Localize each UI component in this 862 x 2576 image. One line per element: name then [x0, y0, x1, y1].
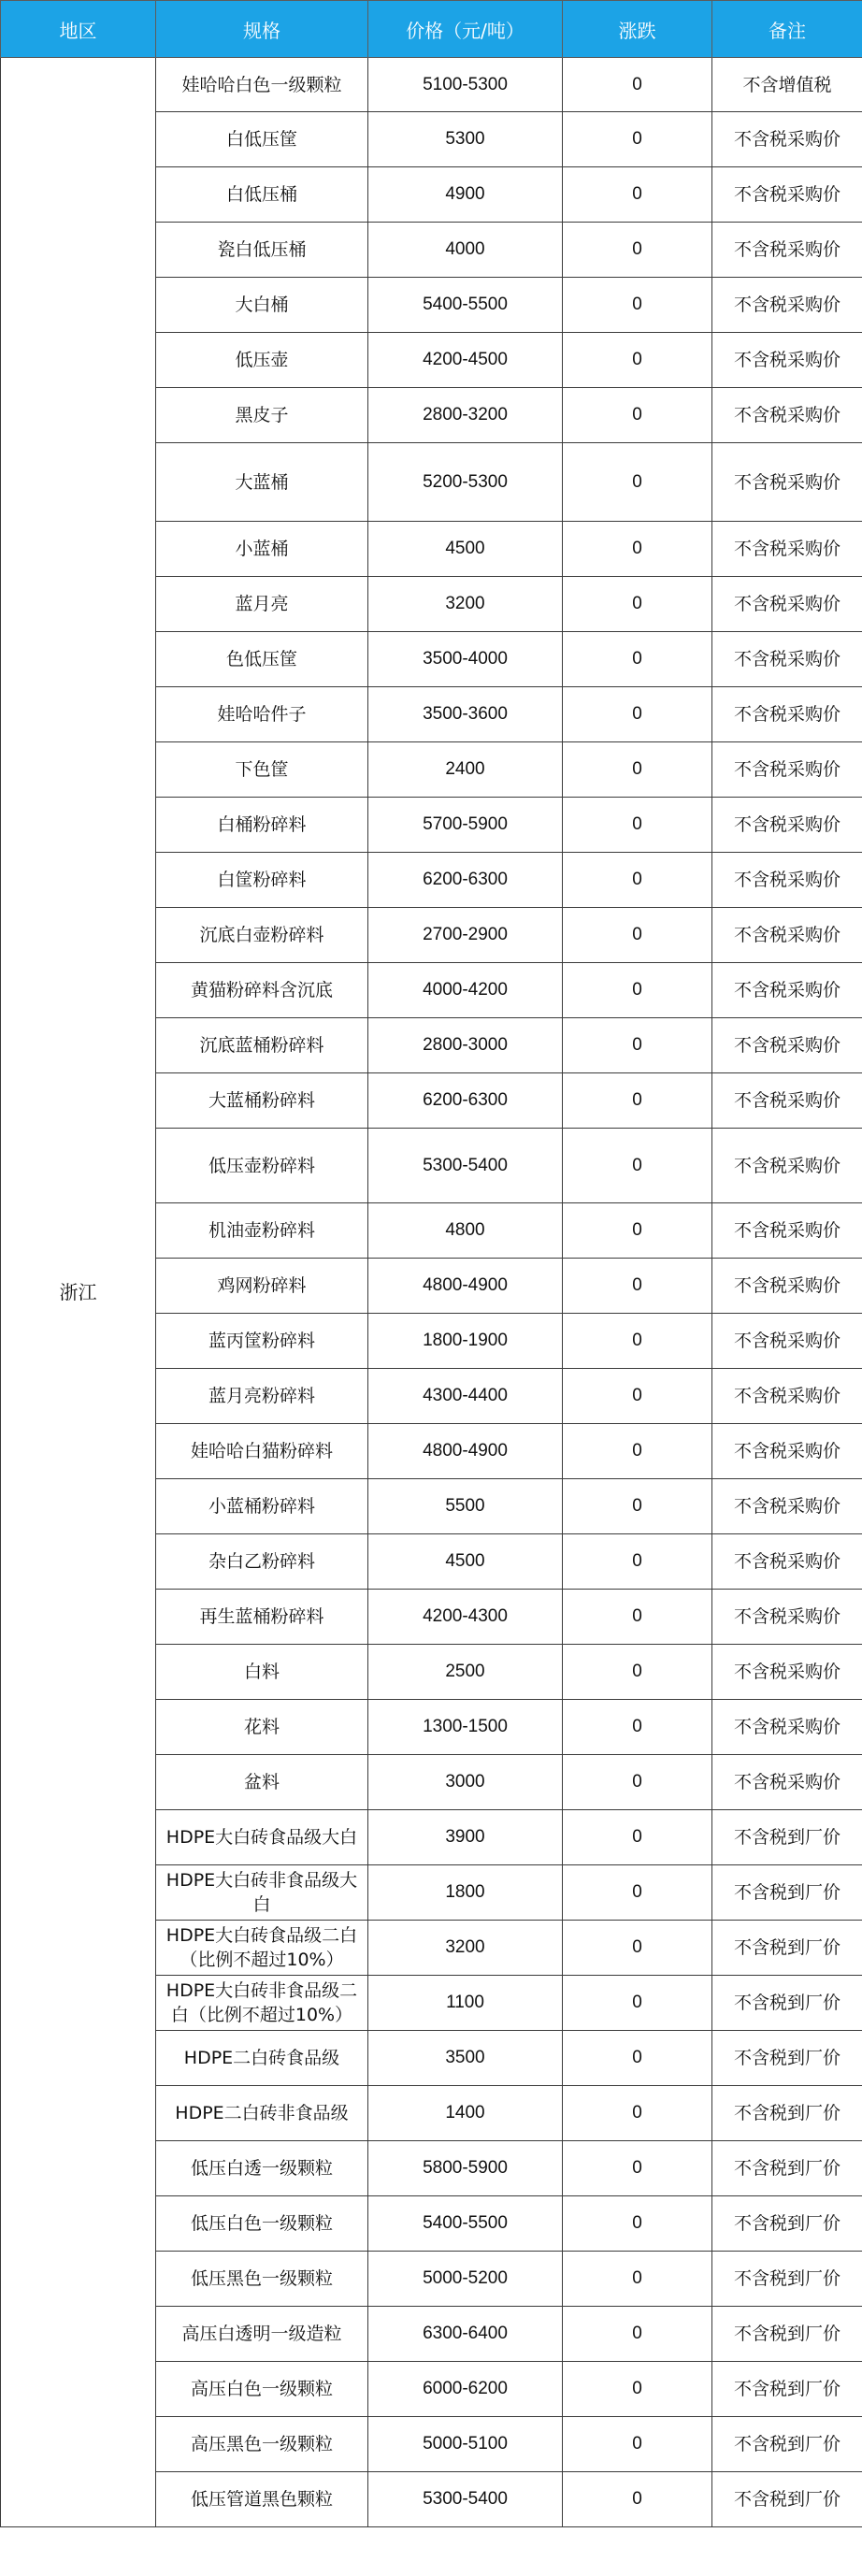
- price-cell: 3500-4000: [368, 632, 563, 687]
- spec-cell: 色低压筐: [156, 632, 368, 687]
- price-cell: 4500: [368, 522, 563, 577]
- spec-cell: 大白桶: [156, 278, 368, 333]
- header-note: 备注: [712, 1, 862, 58]
- note-cell: 不含税采购价: [712, 1590, 862, 1645]
- price-cell: 5300: [368, 112, 563, 167]
- price-cell: 1800-1900: [368, 1314, 563, 1369]
- change-cell: 0: [563, 1314, 712, 1369]
- spec-cell: 低压壶: [156, 333, 368, 388]
- price-cell: 4500: [368, 1534, 563, 1590]
- spec-cell: 黄猫粉碎料含沉底: [156, 963, 368, 1018]
- note-cell: 不含税到厂价: [712, 2307, 862, 2362]
- change-cell: 0: [563, 333, 712, 388]
- table-row: [1, 58, 862, 112]
- header-spec: 规格: [156, 1, 368, 58]
- spec-cell: 机油壶粉碎料: [156, 1203, 368, 1259]
- price-cell: 5400-5500: [368, 278, 563, 333]
- region-cell: 浙江: [1, 58, 156, 2527]
- change-cell: 0: [563, 1976, 712, 2031]
- spec-cell: 蓝月亮粉碎料: [156, 1369, 368, 1424]
- change-cell: 0: [563, 278, 712, 333]
- note-cell: 不含税采购价: [712, 1534, 862, 1590]
- price-cell: 1800: [368, 1865, 563, 1921]
- change-cell: 0: [563, 687, 712, 742]
- price-cell: 4300-4400: [368, 1369, 563, 1424]
- spec-cell: 白桶粉碎料: [156, 798, 368, 853]
- note-cell: 不含税采购价: [712, 388, 862, 443]
- change-cell: 0: [563, 577, 712, 632]
- spec-cell: HDPE大白砖食品级大白: [156, 1810, 368, 1865]
- change-cell: 0: [563, 963, 712, 1018]
- change-cell: 0: [563, 223, 712, 278]
- price-cell: 4800-4900: [368, 1424, 563, 1479]
- price-cell: 5800-5900: [368, 2141, 563, 2196]
- table-body: [1, 58, 862, 2527]
- price-cell: 6200-6300: [368, 853, 563, 908]
- note-cell: 不含税采购价: [712, 963, 862, 1018]
- note-cell: 不含税采购价: [712, 1203, 862, 1259]
- note-cell: 不含税采购价: [712, 443, 862, 522]
- change-cell: 0: [563, 1203, 712, 1259]
- change-cell: 0: [563, 1755, 712, 1810]
- price-cell: 4000-4200: [368, 963, 563, 1018]
- change-cell: 0: [563, 1810, 712, 1865]
- price-cell: 3500-3600: [368, 687, 563, 742]
- change-cell: 0: [563, 388, 712, 443]
- note-cell: 不含税到厂价: [712, 1976, 862, 2031]
- price-cell: 2800-3200: [368, 388, 563, 443]
- change-cell: 0: [563, 1369, 712, 1424]
- header-price: 价格（元/吨）: [368, 1, 563, 58]
- note-cell: 不含税到厂价: [712, 2362, 862, 2417]
- change-cell: 0: [563, 742, 712, 798]
- note-cell: 不含税采购价: [712, 1369, 862, 1424]
- price-cell: 3900: [368, 1810, 563, 1865]
- change-cell: 0: [563, 2472, 712, 2527]
- spec-cell: 沉底蓝桶粉碎料: [156, 1018, 368, 1073]
- spec-cell: HDPE二白砖食品级: [156, 2031, 368, 2086]
- spec-cell: HDPE大白砖非食品级二白（比例不超过10%）: [156, 1976, 368, 2031]
- spec-cell: 白筐粉碎料: [156, 853, 368, 908]
- change-cell: 0: [563, 2307, 712, 2362]
- note-cell: 不含税采购价: [712, 1645, 862, 1700]
- spec-cell: 低压壶粉碎料: [156, 1129, 368, 1203]
- note-cell: 不含税采购价: [712, 687, 862, 742]
- note-cell: 不含税采购价: [712, 1073, 862, 1129]
- change-cell: 0: [563, 1479, 712, 1534]
- price-cell: 5100-5300: [368, 58, 563, 112]
- change-cell: 0: [563, 443, 712, 522]
- note-cell: 不含税采购价: [712, 1259, 862, 1314]
- note-cell: 不含税采购价: [712, 522, 862, 577]
- spec-cell: 大蓝桶粉碎料: [156, 1073, 368, 1129]
- price-cell: 5300-5400: [368, 1129, 563, 1203]
- note-cell: 不含增值税: [712, 58, 862, 112]
- spec-cell: 沉底白壶粉碎料: [156, 908, 368, 963]
- note-cell: 不含税采购价: [712, 577, 862, 632]
- note-cell: 不含税采购价: [712, 167, 862, 223]
- change-cell: 0: [563, 798, 712, 853]
- note-cell: 不含税到厂价: [712, 1810, 862, 1865]
- change-cell: 0: [563, 2417, 712, 2472]
- price-cell: 3200: [368, 577, 563, 632]
- spec-cell: 娃哈哈件子: [156, 687, 368, 742]
- price-cell: 4000: [368, 223, 563, 278]
- change-cell: 0: [563, 2362, 712, 2417]
- price-cell: 3000: [368, 1755, 563, 1810]
- change-cell: 0: [563, 908, 712, 963]
- spec-cell: 白低压桶: [156, 167, 368, 223]
- price-cell: 2700-2900: [368, 908, 563, 963]
- change-cell: 0: [563, 1534, 712, 1590]
- change-cell: 0: [563, 112, 712, 167]
- spec-cell: 高压白透明一级造粒: [156, 2307, 368, 2362]
- price-cell: 5400-5500: [368, 2196, 563, 2252]
- price-cell: 5200-5300: [368, 443, 563, 522]
- change-cell: 0: [563, 2196, 712, 2252]
- note-cell: 不含税采购价: [712, 1018, 862, 1073]
- change-cell: 0: [563, 2086, 712, 2141]
- note-cell: 不含税采购价: [712, 798, 862, 853]
- spec-cell: 小蓝桶: [156, 522, 368, 577]
- spec-cell: 瓷白低压桶: [156, 223, 368, 278]
- change-cell: 0: [563, 1018, 712, 1073]
- spec-cell: 盆料: [156, 1755, 368, 1810]
- change-cell: 0: [563, 1259, 712, 1314]
- spec-cell: HDPE二白砖非食品级: [156, 2086, 368, 2141]
- spec-cell: 再生蓝桶粉碎料: [156, 1590, 368, 1645]
- spec-cell: 高压黑色一级颗粒: [156, 2417, 368, 2472]
- spec-cell: HDPE大白砖食品级二白（比例不超过10%）: [156, 1921, 368, 1976]
- price-cell: 4200-4300: [368, 1590, 563, 1645]
- note-cell: 不含税采购价: [712, 632, 862, 687]
- note-cell: 不含税采购价: [712, 223, 862, 278]
- price-cell: 5300-5400: [368, 2472, 563, 2527]
- note-cell: 不含税采购价: [712, 908, 862, 963]
- note-cell: 不含税采购价: [712, 1129, 862, 1203]
- price-cell: 5000-5200: [368, 2252, 563, 2307]
- spec-cell: 蓝丙筐粉碎料: [156, 1314, 368, 1369]
- price-cell: 4200-4500: [368, 333, 563, 388]
- price-cell: 5000-5100: [368, 2417, 563, 2472]
- note-cell: 不含税到厂价: [712, 1865, 862, 1921]
- note-cell: 不含税到厂价: [712, 2472, 862, 2527]
- spec-cell: 白料: [156, 1645, 368, 1700]
- spec-cell: 黑皮子: [156, 388, 368, 443]
- note-cell: 不含税到厂价: [712, 2196, 862, 2252]
- spec-cell: 杂白乙粉碎料: [156, 1534, 368, 1590]
- spec-cell: 高压白色一级颗粒: [156, 2362, 368, 2417]
- price-cell: 3200: [368, 1921, 563, 1976]
- note-cell: 不含税到厂价: [712, 2141, 862, 2196]
- change-cell: 0: [563, 1590, 712, 1645]
- note-cell: 不含税到厂价: [712, 1921, 862, 1976]
- price-cell: 4800: [368, 1203, 563, 1259]
- table-header-row: [1, 1, 862, 58]
- change-cell: 0: [563, 2031, 712, 2086]
- note-cell: 不含税到厂价: [712, 2417, 862, 2472]
- change-cell: 0: [563, 1865, 712, 1921]
- price-cell: 4800-4900: [368, 1259, 563, 1314]
- spec-cell: 大蓝桶: [156, 443, 368, 522]
- note-cell: 不含税到厂价: [712, 2252, 862, 2307]
- price-cell: 6300-6400: [368, 2307, 563, 2362]
- price-cell: 5700-5900: [368, 798, 563, 853]
- price-cell: 6000-6200: [368, 2362, 563, 2417]
- change-cell: 0: [563, 167, 712, 223]
- price-cell: 2500: [368, 1645, 563, 1700]
- spec-cell: 低压白透一级颗粒: [156, 2141, 368, 2196]
- price-cell: 1300-1500: [368, 1700, 563, 1755]
- spec-cell: 鸡网粉碎料: [156, 1259, 368, 1314]
- change-cell: 0: [563, 1073, 712, 1129]
- change-cell: 0: [563, 1700, 712, 1755]
- header-change: 涨跌: [563, 1, 712, 58]
- change-cell: 0: [563, 2252, 712, 2307]
- note-cell: 不含税采购价: [712, 1755, 862, 1810]
- note-cell: 不含税采购价: [712, 112, 862, 167]
- note-cell: 不含税采购价: [712, 1700, 862, 1755]
- note-cell: 不含税到厂价: [712, 2086, 862, 2141]
- price-cell: 1100: [368, 1976, 563, 2031]
- note-cell: 不含税采购价: [712, 742, 862, 798]
- note-cell: 不含税采购价: [712, 1479, 862, 1534]
- spec-cell: 低压黑色一级颗粒: [156, 2252, 368, 2307]
- spec-cell: HDPE大白砖非食品级大白: [156, 1865, 368, 1921]
- header-region: 地区: [1, 1, 156, 58]
- price-cell: 4900: [368, 167, 563, 223]
- spec-cell: 娃哈哈白猫粉碎料: [156, 1424, 368, 1479]
- spec-cell: 娃哈哈白色一级颗粒: [156, 58, 368, 112]
- price-cell: 3500: [368, 2031, 563, 2086]
- spec-cell: 蓝月亮: [156, 577, 368, 632]
- change-cell: 0: [563, 1129, 712, 1203]
- spec-cell: 白低压筐: [156, 112, 368, 167]
- change-cell: 0: [563, 853, 712, 908]
- spec-cell: 低压管道黑色颗粒: [156, 2472, 368, 2527]
- note-cell: 不含税采购价: [712, 1424, 862, 1479]
- note-cell: 不含税到厂价: [712, 2031, 862, 2086]
- change-cell: 0: [563, 522, 712, 577]
- price-cell: 2400: [368, 742, 563, 798]
- spec-cell: 小蓝桶粉碎料: [156, 1479, 368, 1534]
- change-cell: 0: [563, 1645, 712, 1700]
- change-cell: 0: [563, 58, 712, 112]
- change-cell: 0: [563, 1424, 712, 1479]
- price-cell: 2800-3000: [368, 1018, 563, 1073]
- note-cell: 不含税采购价: [712, 1314, 862, 1369]
- spec-cell: 花料: [156, 1700, 368, 1755]
- spec-cell: 下色筐: [156, 742, 368, 798]
- price-cell: 1400: [368, 2086, 563, 2141]
- change-cell: 0: [563, 632, 712, 687]
- price-cell: 5500: [368, 1479, 563, 1534]
- price-cell: 6200-6300: [368, 1073, 563, 1129]
- change-cell: 0: [563, 1921, 712, 1976]
- note-cell: 不含税采购价: [712, 278, 862, 333]
- change-cell: 0: [563, 2141, 712, 2196]
- spec-cell: 低压白色一级颗粒: [156, 2196, 368, 2252]
- note-cell: 不含税采购价: [712, 853, 862, 908]
- note-cell: 不含税采购价: [712, 333, 862, 388]
